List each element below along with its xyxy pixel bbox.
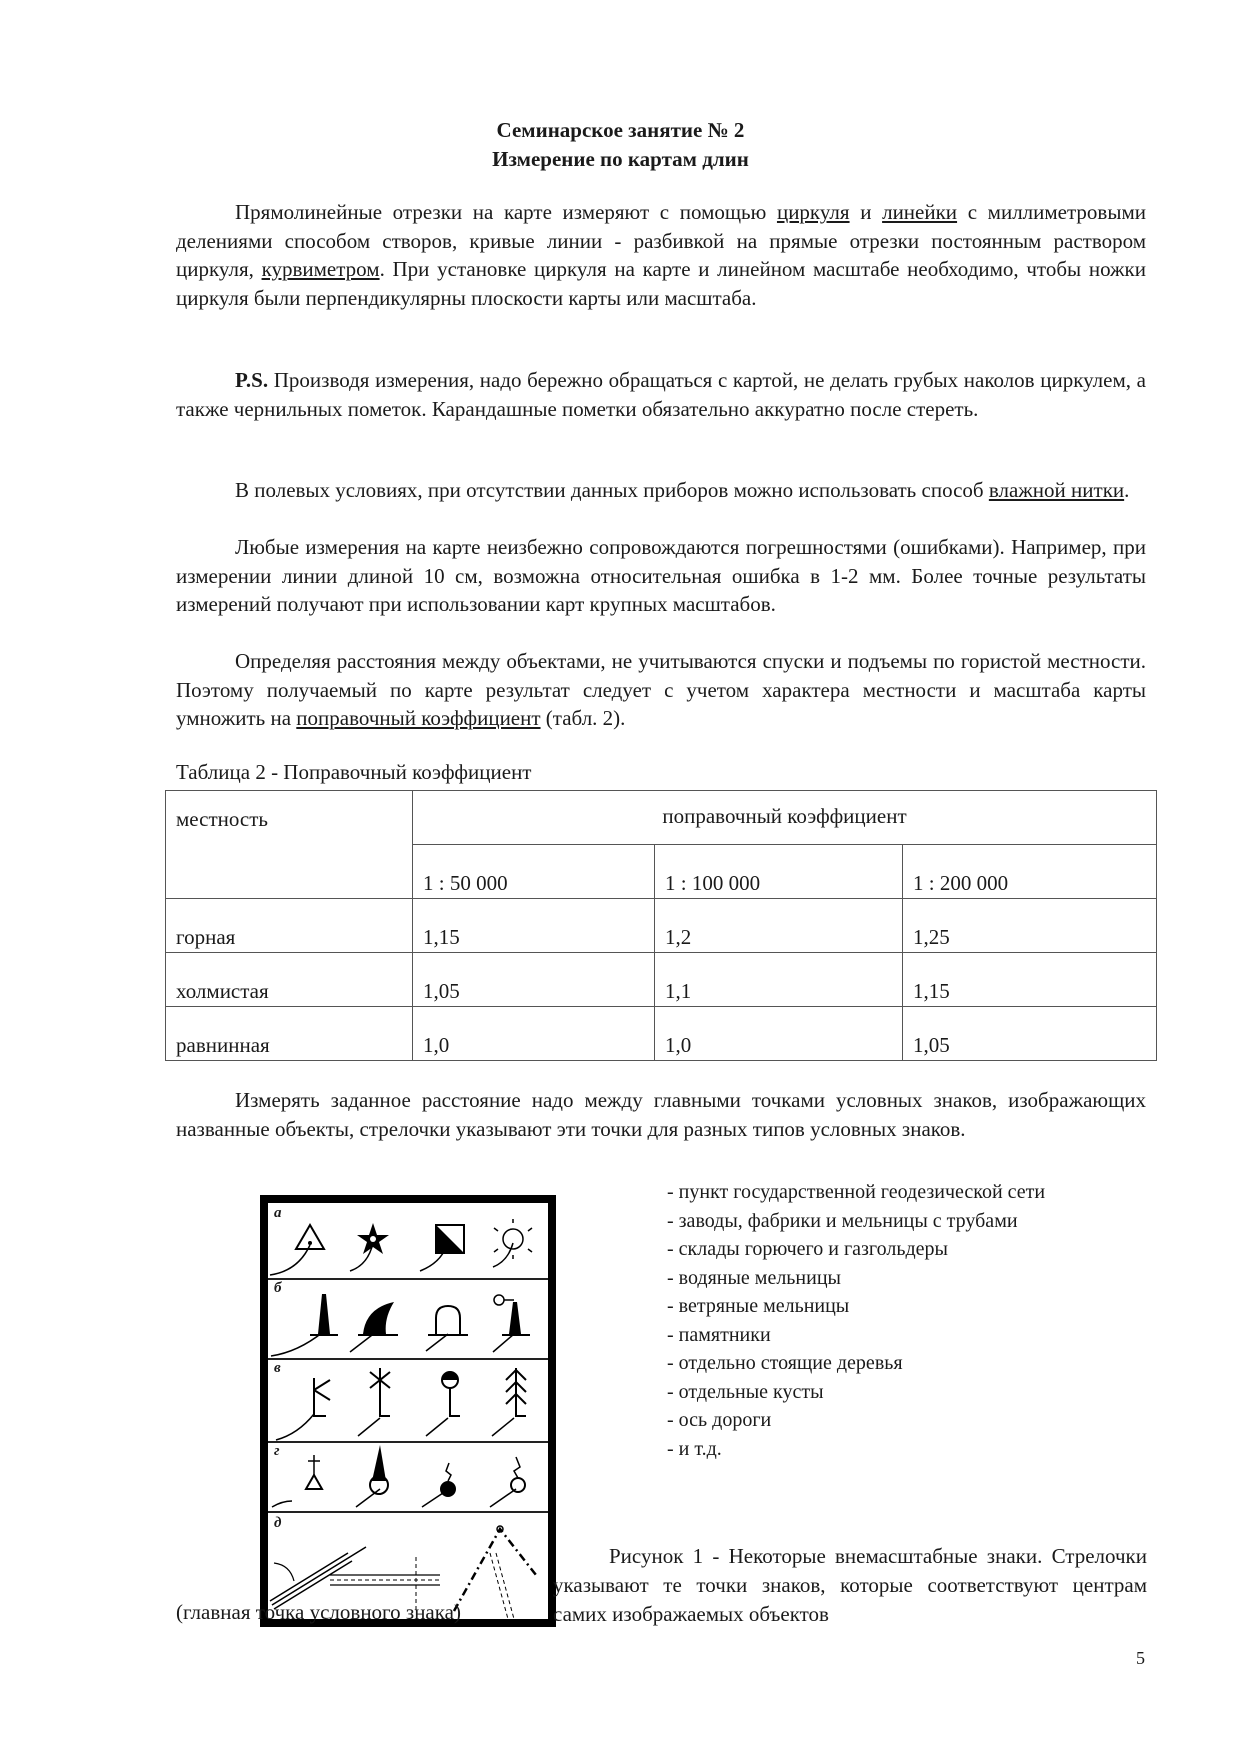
signs-legend (667, 1178, 1045, 1463)
value-cell: 1,0 (655, 1007, 903, 1061)
factory-signs-icon (268, 1278, 548, 1358)
table-caption: Таблица 2 - Поправочный коэффициент (176, 760, 532, 784)
value-cell: 1,1 (655, 953, 903, 1007)
text: . (1124, 478, 1130, 502)
term-curvimeter: курвиметром (261, 257, 380, 281)
row-letter: г (274, 1443, 280, 1459)
scale-3: 1 : 200 000 (903, 845, 1157, 899)
scale-2: 1 : 100 000 (655, 845, 903, 899)
scale-1: 1 : 50 000 (413, 845, 655, 899)
ps-label: P.S. (235, 368, 269, 392)
value-cell: 1,2 (655, 899, 903, 953)
paragraph-field (176, 476, 1146, 505)
text: с миллиметровыми делениями способом створов, кривые линии - разбивкой на прямые отрезки постоянным раствором циркуля, (176, 200, 1146, 281)
terrain-cell: холмистая (166, 953, 413, 1007)
text: Прямолинейные отрезки на карте измеряют с помощью (235, 200, 777, 224)
legend-item: - и т.д. (667, 1437, 722, 1460)
value-cell: 1,05 (413, 953, 655, 1007)
bush-signs-icon (268, 1441, 548, 1511)
paragraph-errors: Любые измерения на карте неизбежно сопровождаются погрешностями (ошибками). Например, при измерении линии длиной 10 см, возможна относительная ошибка в 1-2 мм. Более точные результаты измерений получают при использовании карт крупных масштабов. (176, 535, 1146, 616)
term-correction-coef: поправочный коэффициент (296, 706, 541, 730)
table-header-row (166, 791, 1157, 845)
text: В полевых условиях, при отсутствии данных приборов можно использовать способ (235, 478, 989, 502)
figure-row-v (268, 1358, 548, 1443)
term-ruler: линейки (882, 200, 958, 224)
term-compass: циркуля (776, 200, 850, 224)
header-terrain: местность (166, 791, 413, 899)
table-row (166, 899, 1157, 953)
text: и (849, 200, 883, 224)
paragraph-main-points: Измерять заданное расстояние надо между главными точками условных знаков, изображающих названные объекты, стрелочки указывают эти точки для разных типов условных знаков. (176, 1088, 1146, 1141)
text: . При установке циркуля на карте и линейном масштабе необходимо, чтобы ножки циркуля были перпендикулярны плоскости карты или масштаба. (176, 257, 1146, 310)
legend-item: - отдельные кусты (667, 1380, 824, 1403)
terrain-cell: горная (166, 899, 413, 953)
row-letter: в (274, 1360, 281, 1376)
figure-row-a (268, 1203, 548, 1280)
figure-caption-tail: (главная точка условного знака) (176, 1600, 461, 1624)
seminar-title: Семинарское занятие № 2 (496, 118, 745, 142)
value-cell: 1,0 (413, 1007, 655, 1061)
terrain-cell: равнинная (166, 1007, 413, 1061)
value-cell: 1,05 (903, 1007, 1157, 1061)
row-letter: а (274, 1205, 282, 1221)
table-row (166, 1007, 1157, 1061)
figure-row-b (268, 1278, 548, 1360)
geodetic-point-signs-icon (268, 1203, 548, 1278)
conventional-signs-figure (260, 1195, 556, 1627)
text: Определяя расстояния между объектами, не учитываются спуски и подъемы по гористой местности. Поэтому получаемый по карте результат следует с учетом характера местности и масштаба карты умножить на (176, 649, 1146, 730)
value-cell: 1,25 (903, 899, 1157, 953)
paragraph-correction (176, 647, 1146, 733)
correction-table (165, 790, 1157, 1061)
topic-title: Измерение по картам длин (492, 147, 749, 171)
legend-item: - водяные мельницы (667, 1266, 841, 1289)
term-wet-thread: влажной нитки (988, 478, 1125, 502)
value-cell: 1,15 (413, 899, 655, 953)
paragraph-ps (176, 366, 1146, 423)
text: (табл. 2). (540, 706, 626, 730)
legend-item: - пункт государственной геодезической сети (667, 1181, 1046, 1203)
row-letter: д (274, 1515, 282, 1531)
legend-item: - ветряные мельницы (667, 1295, 850, 1317)
page-number: 5 (1136, 1648, 1145, 1668)
figure-row-g (268, 1441, 548, 1513)
row-letter: б (274, 1280, 282, 1296)
legend-item: - отдельно стоящие деревья (667, 1352, 903, 1374)
text: Производя измерения, надо бережно обращаться с картой, не делать грубых наколов циркулем, а также чернильных пометок. Карандашные пометки обязательно аккуратно после стереть. (176, 368, 1146, 421)
legend-item: - ось дороги (667, 1409, 772, 1431)
legend-item: - заводы, фабрики и мельницы с трубами (667, 1209, 1018, 1232)
paragraph-tools (176, 198, 1146, 312)
header-coefficient: поправочный коэффициент (413, 791, 1157, 845)
legend-item: - склады горючего и газгольдеры (667, 1238, 948, 1260)
legend-item: - памятники (667, 1323, 771, 1346)
table-row (166, 953, 1157, 1007)
figure-caption: Рисунок 1 - Некоторые внемасштабные знаки. Стрелочки указывают те точки знаков, которые соответствуют центрам самих изображаемых объектов (553, 1544, 1147, 1626)
value-cell: 1,15 (903, 953, 1157, 1007)
tree-monument-signs-icon (268, 1358, 548, 1441)
